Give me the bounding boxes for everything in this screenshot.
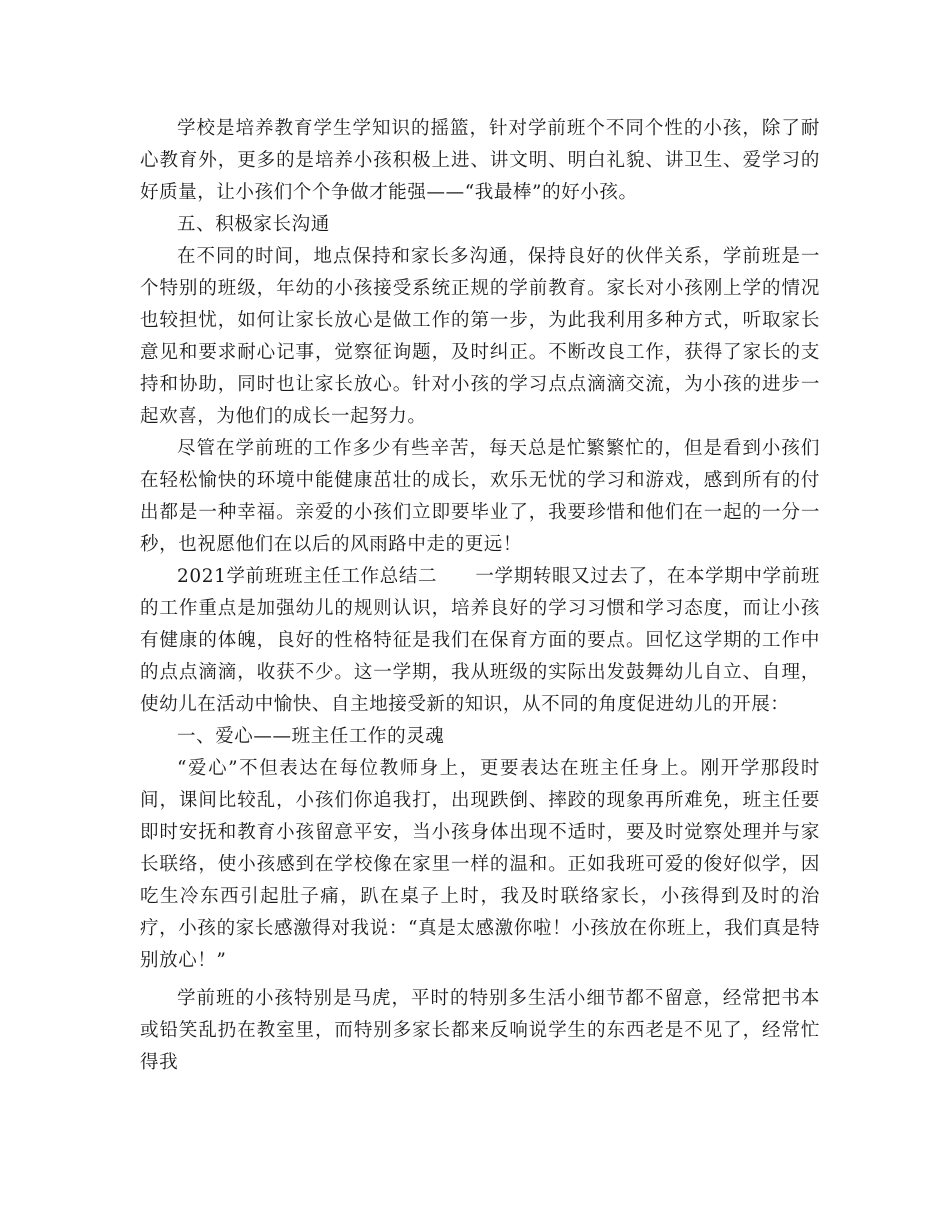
paragraph-summary-two-intro: 2021学前班班主任工作总结二 一学期转眼又过去了，在本学期中学前班的工作重点是加强幼儿的规则认识，培养良好的学习习惯和学习态度，而让小孩有健康的体魄，良好的性格特征是我们在保育方面的要点。回忆这学期的工作中的点点滴滴，收获不少。这一学期，我从班级的实际出发鼓舞幼儿自立、自理，使幼儿在活动中愉快、自主地接受新的知识，从不同的角度促进幼儿的开展： bbox=[140, 566, 820, 715]
paragraph-school-cradle: 学校是培养教育学生学知识的摇篮，针对学前班个不同个性的小孩，除了耐心教育外，更多的是培养小孩积极上进、讲文明、明白礼貌、讲卫生、爱学习的好质量，让小孩们个个争做才能强——“我最棒”的好小孩。 bbox=[140, 118, 820, 203]
paragraph-careless-children: 学前班的小孩特别是马虎，平时的特别多生活小细节都不留意，经常把书本或铅笑乱扔在教室里，而特别多家长都来反响说学生的东西老是不见了，经常忙得我 bbox=[140, 988, 820, 1073]
paragraph-parent-communication: 在不同的时间，地点保持和家长多沟通，保持良好的伙伴关系，学前班是一个特别的班级，年幼的小孩接受系统正规的学前教育。家长对小孩刚上学的情况也较担忧，如何让家长放心是做工作的第一步，为此我利用多种方式，听取家长意见和要求耐心记事，觉察征询题，及时纠正。不断改良工作，获得了家长的支持和协助，同时也让家长放心。针对小孩的学习点点滴滴交流，为小孩的进步一起欢喜，为他们的成长一起努力。 bbox=[140, 246, 820, 427]
document-body bbox=[140, 113, 820, 1079]
paragraph-reflection: 尽管在学前班的工作多少有些辛苦，每天总是忙繁繁忙的，但是看到小孩们在轻松愉快的环境中能健康茁壮的成长，欢乐无忧的学习和游戏，感到所有的付出都是一种幸福。亲爱的小孩们立即要毕业了，我要珍惜和他们在一起的一分一秒，也祝愿他们在以后的风雨路中走的更远！ bbox=[140, 438, 820, 555]
section-heading-parent-communication: 五、积极家长沟通 bbox=[177, 214, 330, 235]
paragraph-love: “爱心”不但表达在每位教师身上，更要表达在班主任身上。刚开学那段时间，课间比较乱，小孩们你追我打，出现跌倒、摔跤的现象再所难免，班主任要即时安抚和教育小孩留意平安，当小孩身体出现不适时，要及时觉察处理并与家长联络，使小孩感到在学校像在家里一样的温和。正如我班可爱的俊好似学，因吃生冷东西引起肚子痛，趴在桌子上时，我及时联络家长，小孩得到及时的治疗，小孩的家长感激得对我说：“真是太感激你啦！小孩放在你班上，我们真是特别放心！” bbox=[140, 758, 820, 971]
section-heading-love: 一、爱心——班主任工作的灵魂 bbox=[177, 726, 445, 747]
